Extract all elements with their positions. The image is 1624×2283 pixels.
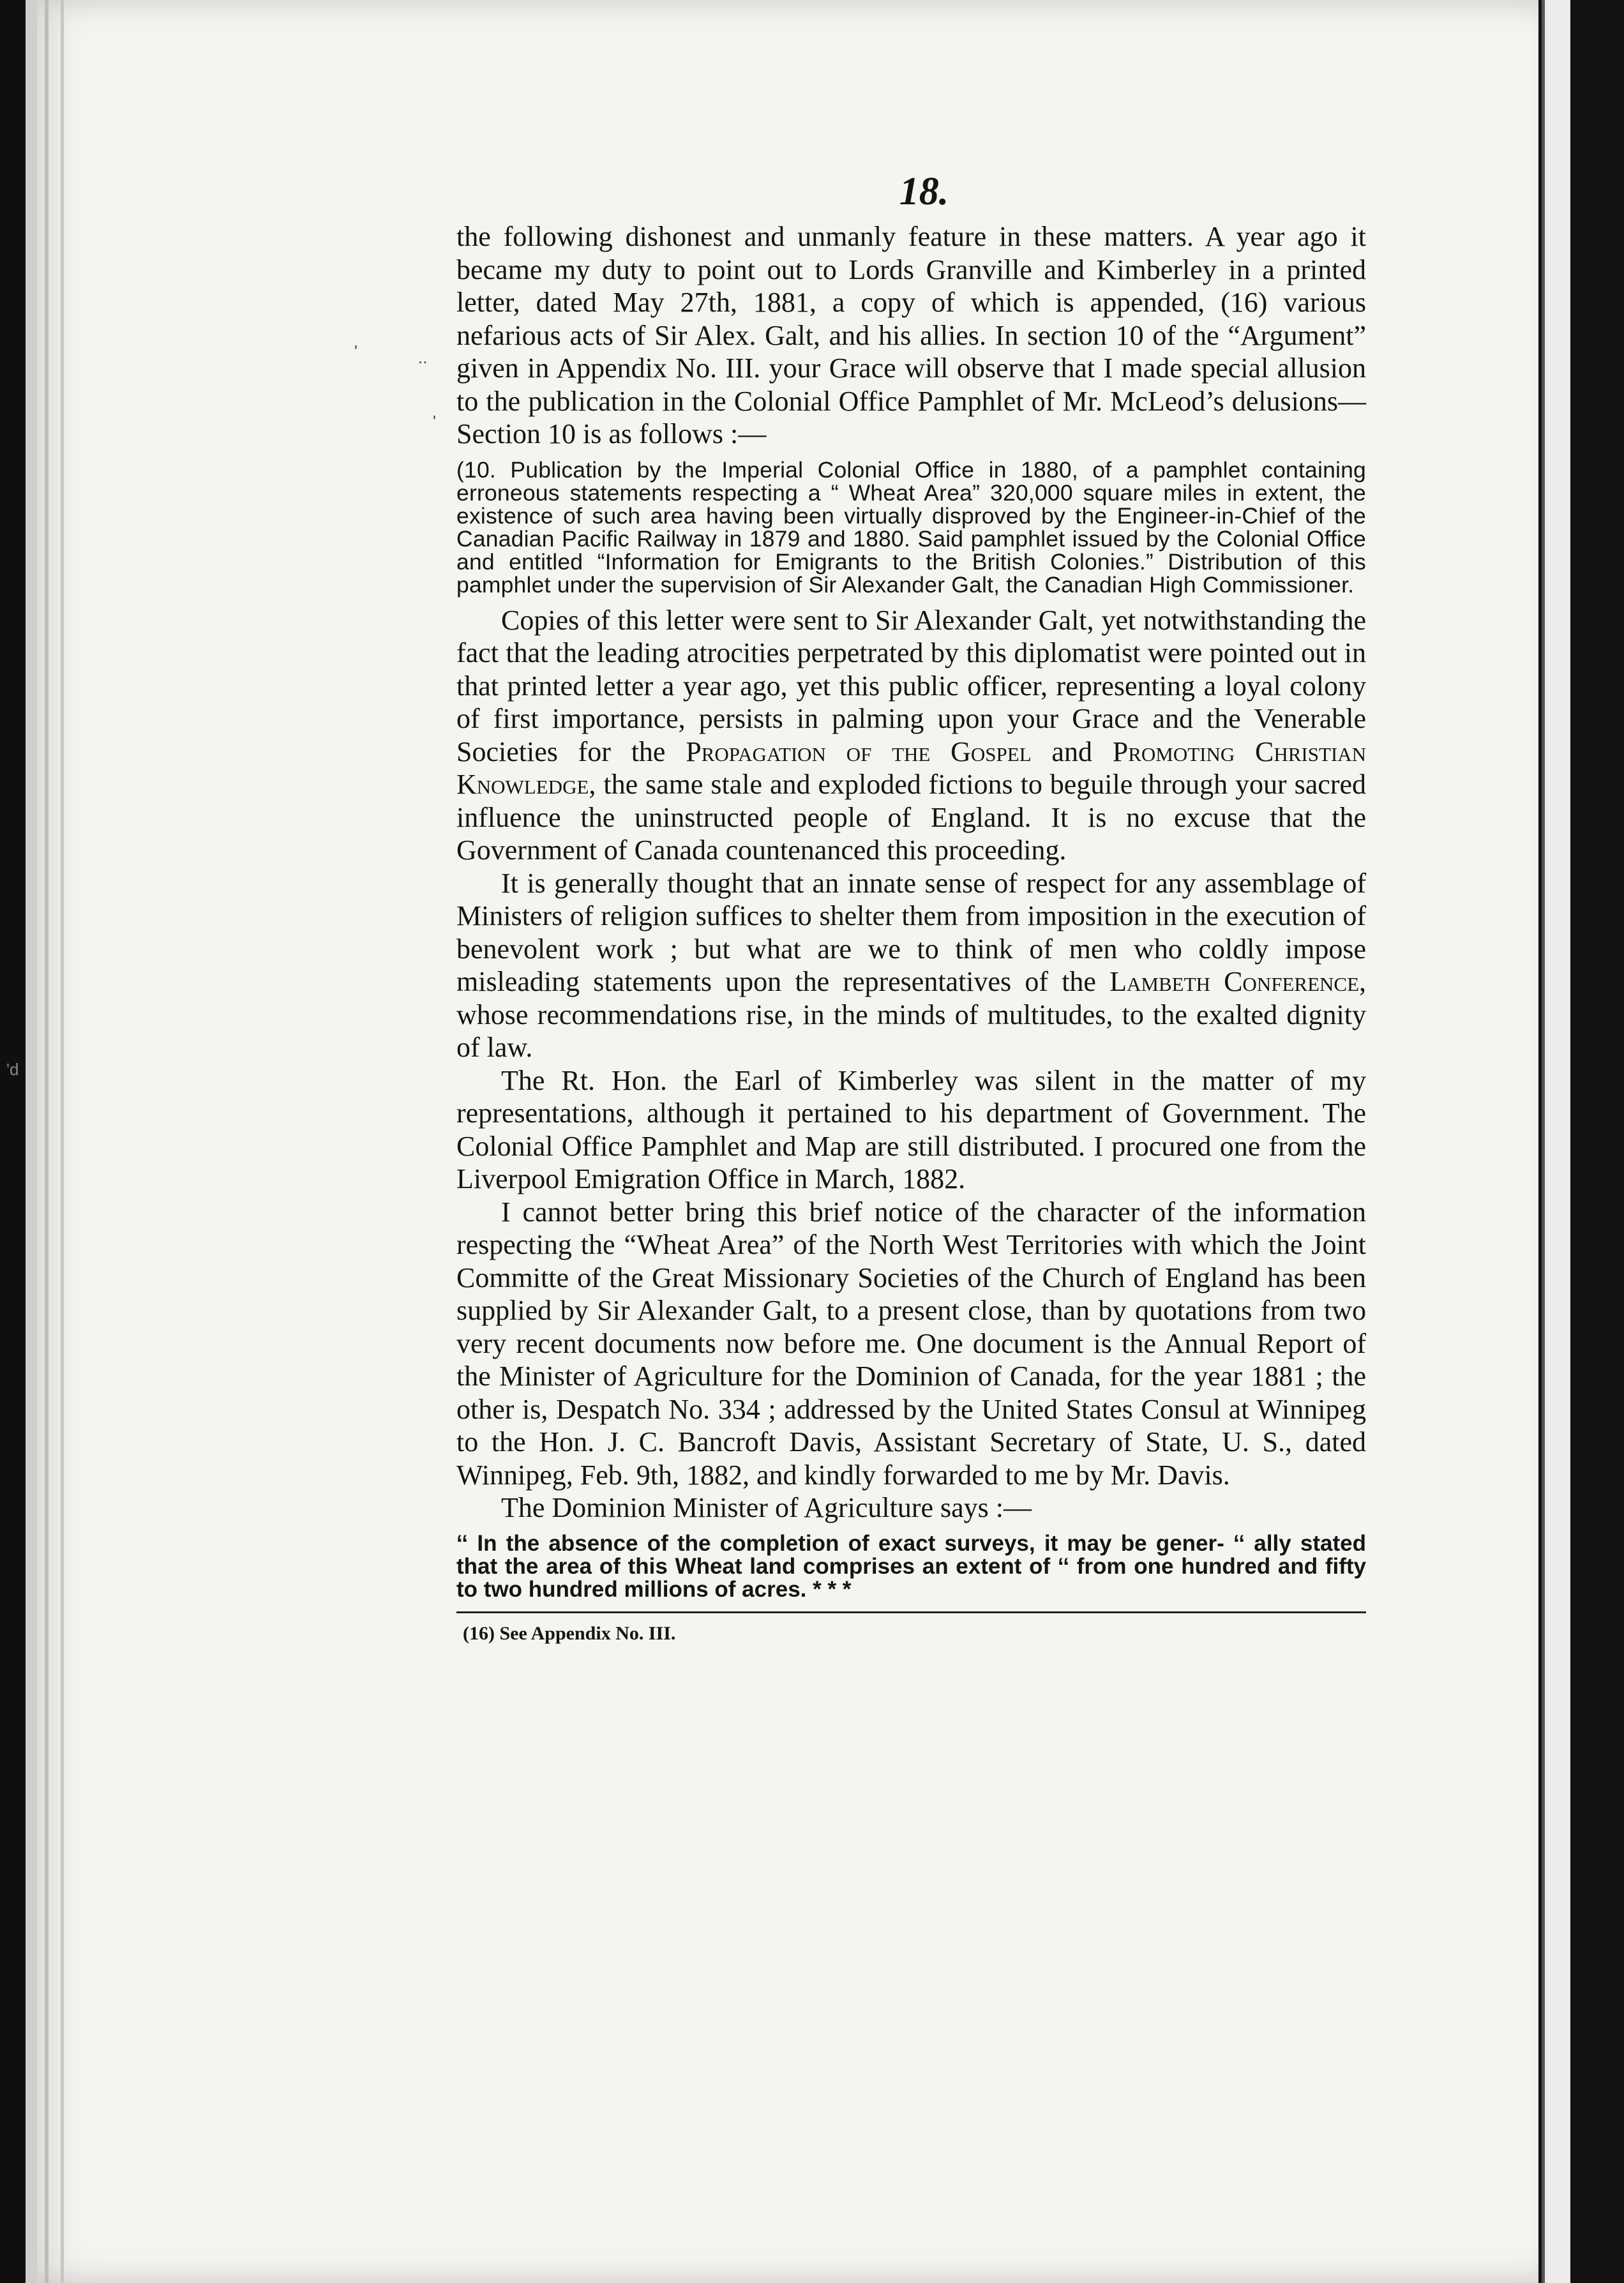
paragraph-text: , the same stale and exploded fictions to beguile through your sacred influence the uninstructed people of England. It is no excuse that the Government of Canada countenanced this proceeding. xyxy=(456,769,1366,866)
small-caps-text: Propagation of the Gospel xyxy=(686,735,1032,767)
page-edge xyxy=(61,0,64,2283)
paragraph xyxy=(456,604,1366,867)
paragraph-text: , whose recommendations rise, in the minds of multitudes, to the exalted dignity of law. xyxy=(456,966,1366,1063)
paragraph xyxy=(456,867,1366,1064)
page-number: 18. xyxy=(899,170,949,213)
footnote: (16) See Appendix No. III. xyxy=(463,1622,676,1644)
margin-mark: ' xyxy=(433,412,436,431)
small-caps-text: Promoting Christian Knowledge xyxy=(456,735,1367,800)
page-edge xyxy=(45,0,49,2283)
small-caps-text: Lambeth Conference xyxy=(1109,966,1359,997)
footnote-rule xyxy=(456,1611,1366,1613)
paragraph: The Dominion Minister of Agriculture says :— xyxy=(501,1492,1032,1523)
paragraph-text: Copies of this letter were sent to Sir Alexander Galt, yet notwithstanding the fact that the leading atrocities perpetrated by this diplomatist were pointed out in that printed letter a year ago, yet this public officer, representing a loyal colony of first importance, persists in palming upon your Grace and the Venerable Societies for the xyxy=(456,604,1366,767)
page-content xyxy=(456,163,1366,1646)
facing-page-edge xyxy=(1542,0,1570,2283)
block-quote: ‘‘ In the absence of the completion of exact surveys, it may be gener- ‘‘ ally stated that the area of this Wheat land comprises an extent of ‘‘ from one hundred and fifty to two hundred millions of acres. * * * xyxy=(456,1530,1366,1602)
paragraph-text: It is generally thought that an innate sense of respect for any assemblage of Ministers of religion suffices to shelter them from imposition in the execution of benevolent work ; but what are we to think of men who coldly impose misleading statements upon the representatives of the xyxy=(456,867,1366,997)
paragraph: the following dishonest and unmanly feature in these matters. A year ago it became my duty to point out to Lords Granville and Kimberley in a printed letter, dated May 27th, 1881, a copy of which is appended, (16) various nefarious acts of Sir Alex. Galt, and his allies. In section 10 of the “Argument” given in Appendix No. III. your Grace will observe that I made special allusion to the publication in the Colonial Office Pamphlet of Mr. McLeod’s delusions—Section 10 is as follows :— xyxy=(456,221,1366,449)
margin-mark: .. xyxy=(418,348,428,367)
margin-mark: 'd xyxy=(6,1060,19,1079)
margin-mark: ' xyxy=(354,342,357,361)
block-quote: (10. Publication by the Imperial Colonial Office in 1880, of a pamphlet containing erroneous statements respecting a “ Wheat Area” 320,000 square miles in extent, the existence of such area having been virtually disproved by the Engineer-in-Chief of the Canadian Pacific Railway in 1879 and 1880. Said pamphlet issued by the Colonial Office and entitled “Information for Emigrants to the British Colonies.” Distribution of this pamphlet under the supervision of Sir Alexander Galt, the Canadian High Commissioner. xyxy=(456,456,1366,598)
page-edge xyxy=(26,0,37,2283)
paragraph-text: and xyxy=(1051,735,1092,767)
paragraph: I cannot better bring this brief notice of the character of the information respecting the “Wheat Area” of the North West Territories with which the Joint Committe of the Great Missionary Societies of the Church of England has been supplied by Sir Alexander Galt, to a present close, than by quotations from two very recent documents now before me. One document is the Annual Report of the Minister of Agriculture for the Dominion of Canada, for the year 1881 ; the other is, Despatch No. 334 ; addressed by the United States Consul at Winnipeg to the Hon. J. C. Bancroft Davis, Assistant Secretary of State, U. S., dated Winnipeg, Feb. 9th, 1882, and kindly forwarded to me by Mr. Davis. xyxy=(456,1196,1366,1491)
paragraph: The Rt. Hon. the Earl of Kimberley was silent in the matter of my representations, although it pertained to his department of Government. The Colonial Office Pamphlet and Map are still distributed. I procured one from the Liverpool Emigration Office in March, 1882. xyxy=(456,1064,1366,1194)
